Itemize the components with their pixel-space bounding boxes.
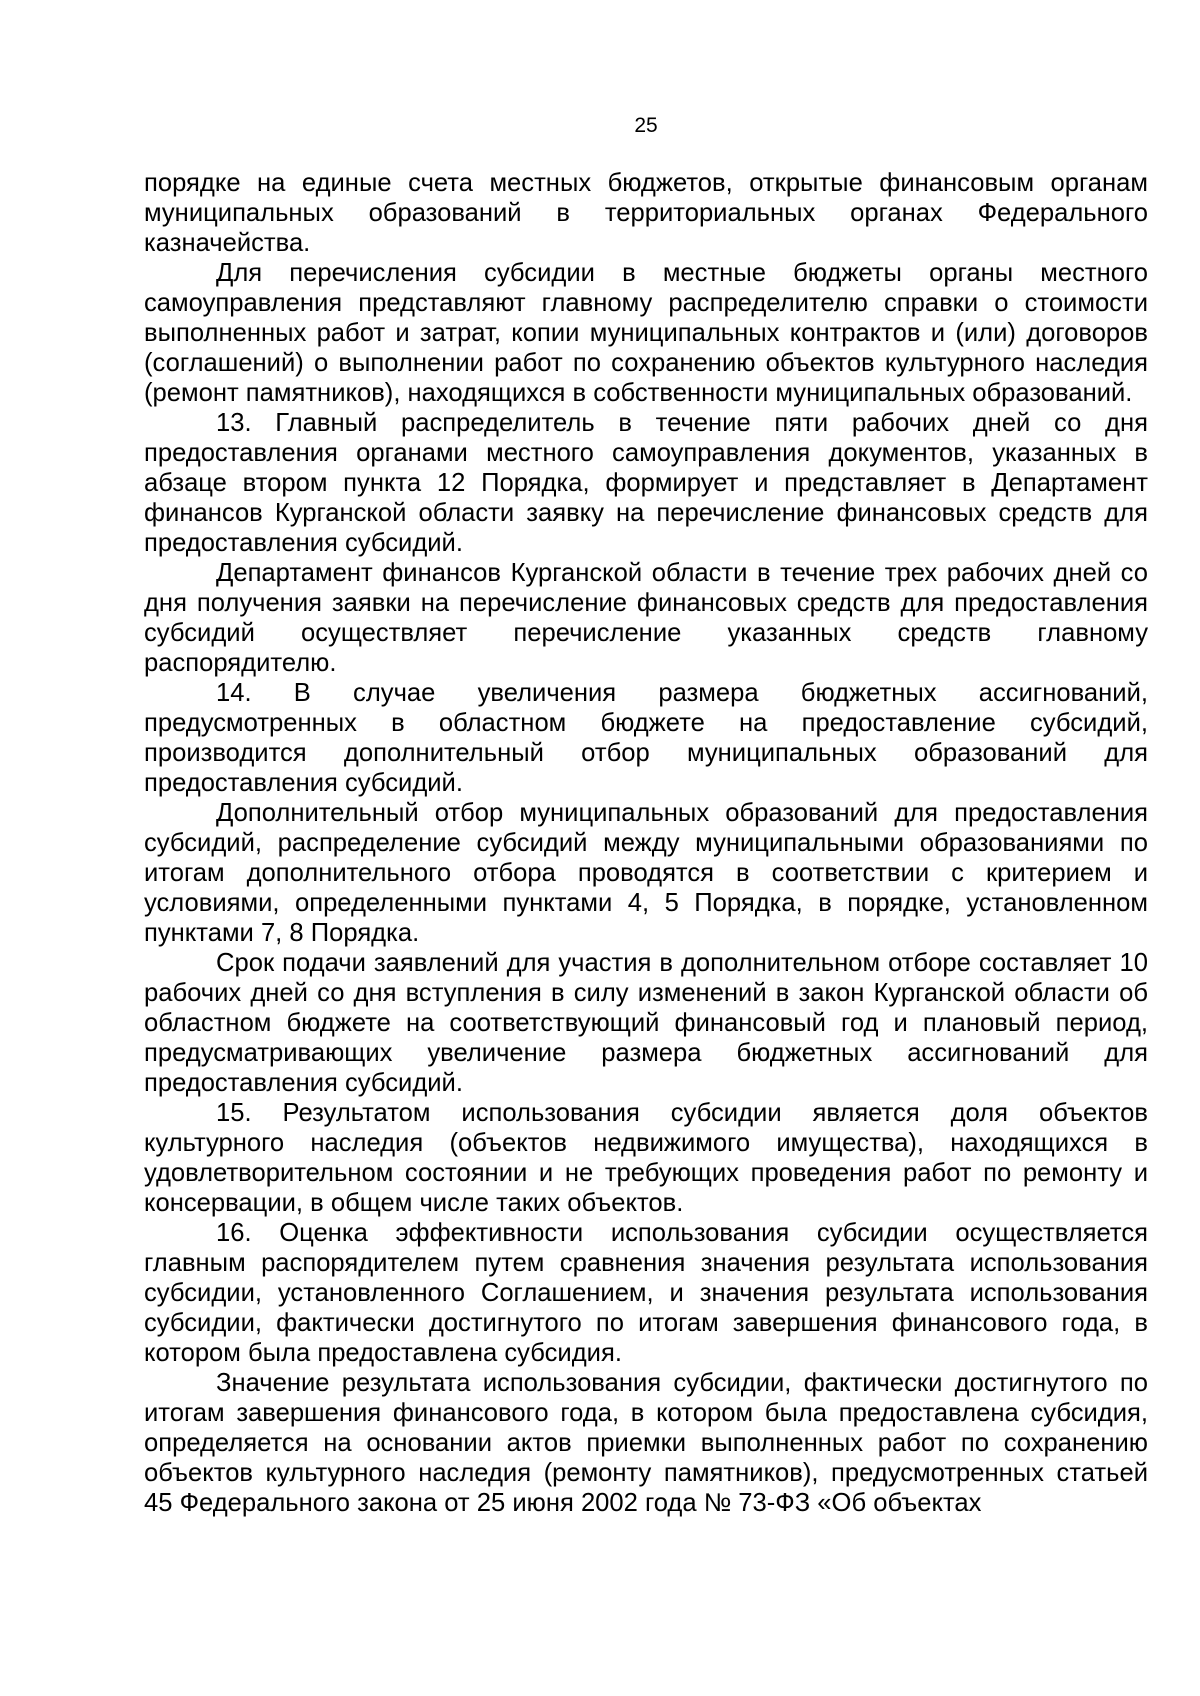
paragraph-subsidy-transfer-documents: Для перечисления субсидии в местные бюджеты органы местного самоуправления представляют главному распределителю справки о стоимости выполненных работ и затрат, копии муниципальных контрактов и (или) договоров (соглашений) о выполнении работ по сохранению объектов культурного наследия (ремонт памятников), находящихся в собственности муниципальных образований. bbox=[144, 259, 1148, 407]
paragraph-finance-department-transfer: Департамент финансов Курганской области в течение трех рабочих дней со дня получения заявки на перечисление финансовых средств для предоставления субсидий осуществляет перечисление указанных средств главному распорядителю. bbox=[144, 559, 1148, 677]
paragraph-continuation: порядке на единые счета местных бюджетов, открытые финансовым органам муниципальных образований в территориальных органах Федерального казначейства. bbox=[144, 169, 1148, 257]
paragraph-additional-selection: Дополнительный отбор муниципальных образований для предоставления субсидий, распределение субсидий между муниципальными образованиями по итогам дополнительного отбора проводятся в соответствии с критерием и условиями, определенными пунктами 4, 5 Порядка, в порядке, установленном пунктами 7, 8 Порядка. bbox=[144, 799, 1148, 947]
document-body bbox=[144, 168, 1148, 1518]
page-number: 25 bbox=[634, 114, 658, 137]
document-page bbox=[144, 0, 1148, 1696]
paragraph-13: 13. Главный распределитель в течение пяти рабочих дней со дня предоставления органами местного самоуправления документов, указанных в абзаце втором пункта 12 Порядка, формирует и представляет в Департамент финансов Курганской области заявку на перечисление финансовых средств для предоставления субсидий. bbox=[144, 409, 1148, 557]
paragraph-14: 14. В случае увеличения размера бюджетных ассигнований, предусмотренных в областном бюджете на предоставление субсидий, производится дополнительный отбор муниципальных образований для предоставления субсидий. bbox=[144, 679, 1148, 797]
paragraph-application-deadline: Срок подачи заявлений для участия в дополнительном отборе составляет 10 рабочих дней со дня вступления в силу изменений в закон Курганской области об областном бюджете на соответствующий финансовый год и плановый период, предусматривающих увеличение размера бюджетных ассигнований для предоставления субсидий. bbox=[144, 949, 1148, 1097]
paragraph-16: 16. Оценка эффективности использования субсидии осуществляется главным распорядителем путем сравнения значения результата использования субсидии, установленного Соглашением, и значения результата использования субсидии, фактически достигнутого по итогам завершения финансового года, в котором была предоставлена субсидия. bbox=[144, 1219, 1148, 1367]
paragraph-15: 15. Результатом использования субсидии является доля объектов культурного наследия (объектов недвижимого имущества), находящихся в удовлетворительном состоянии и не требующих проведения работ по ремонту и консервации, в общем числе таких объектов. bbox=[144, 1099, 1148, 1217]
paragraph-result-value: Значение результата использования субсидии, фактически достигнутого по итогам завершения финансового года, в котором была предоставлена субсидия, определяется на основании актов приемки выполненных работ по сохранению объектов культурного наследия (ремонту памятников), предусмотренных статьей 45 Федерального закона от 25 июня 2002 года № 73-ФЗ «Об объектах bbox=[144, 1369, 1148, 1517]
